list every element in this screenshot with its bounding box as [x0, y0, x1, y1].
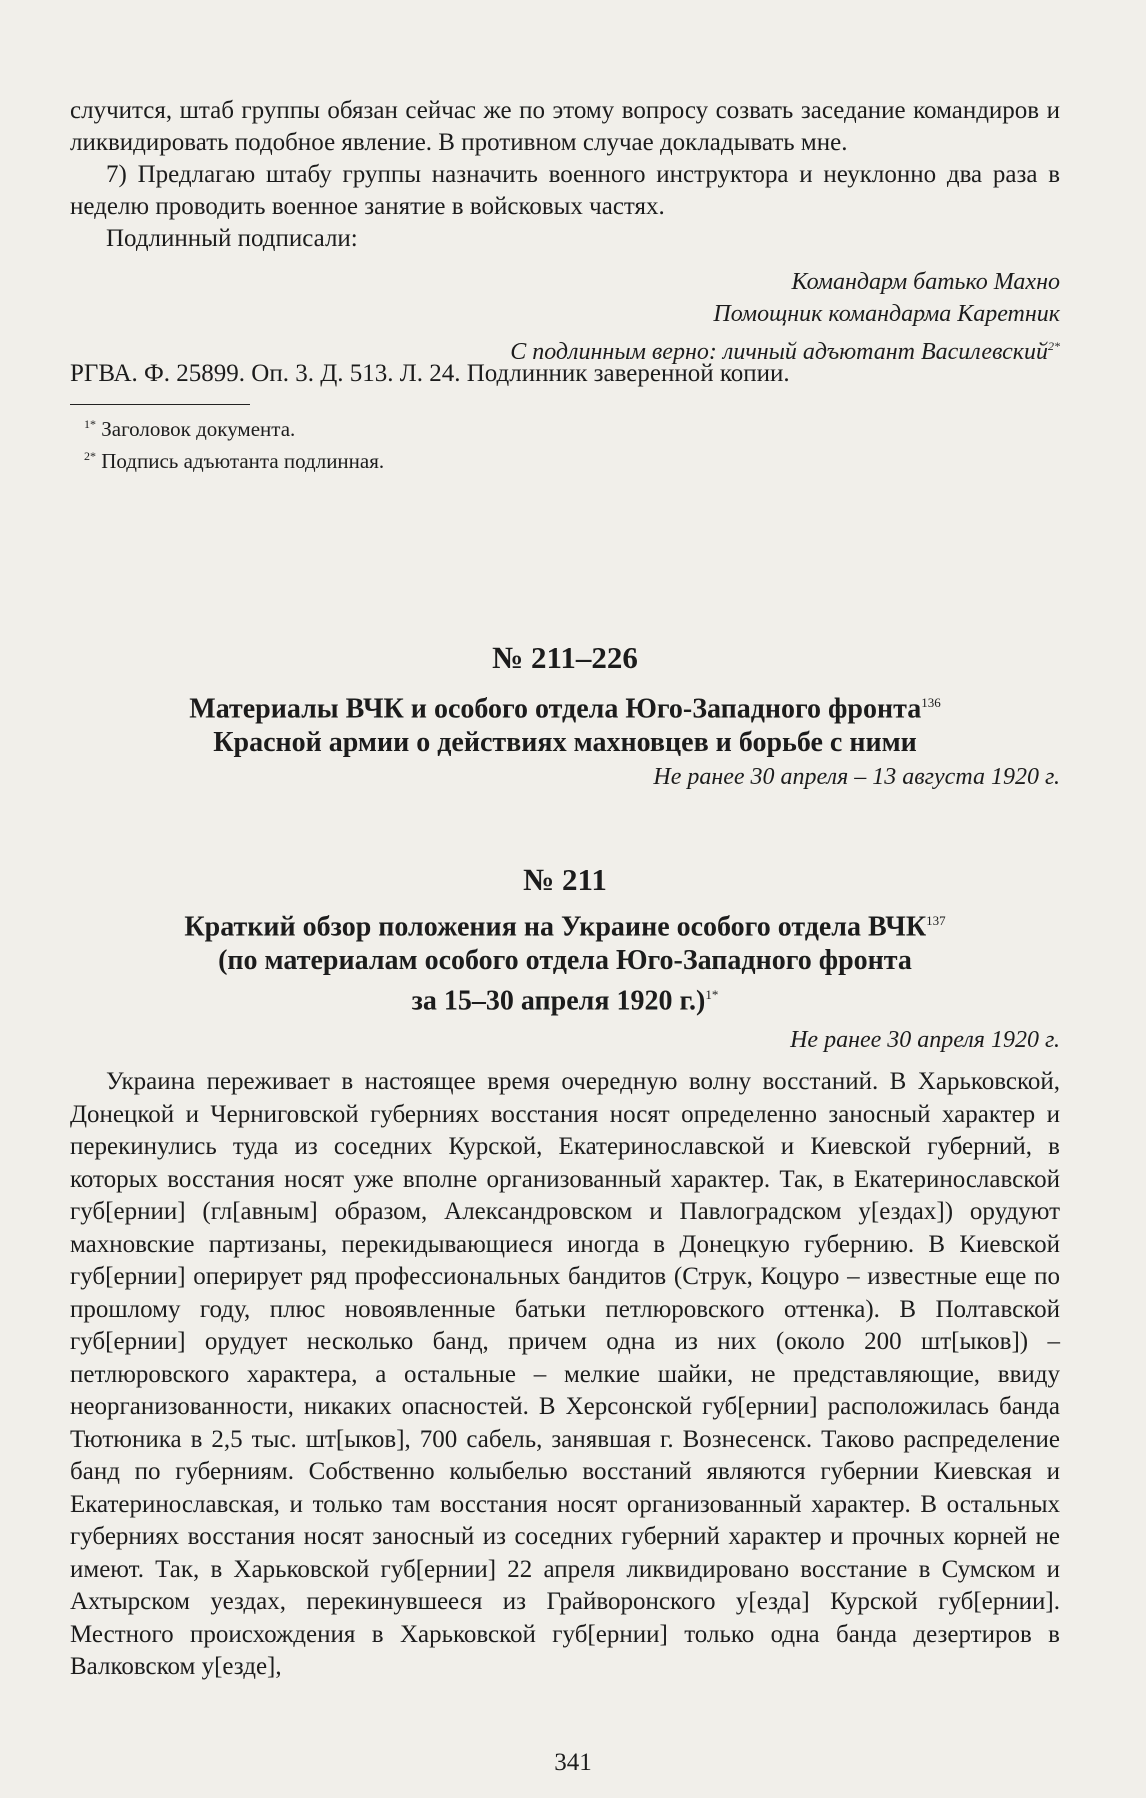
- footnote-ref-1: 1*: [705, 987, 719, 1003]
- page-number: 341: [554, 1749, 592, 1776]
- signature-vasilevsky-text: С подлинным верно: личный адъютант Василевский: [510, 339, 1048, 365]
- signature-karetnik: Помощник командарма Каретник: [713, 301, 1060, 327]
- footnotes: [70, 404, 1060, 475]
- document-number: № 211: [523, 862, 607, 897]
- document-date: Не ранее 30 апреля 1920 г.: [790, 1026, 1060, 1053]
- archive-source: [70, 358, 1060, 390]
- paragraph-continuation: случится, штаб группы обязан сейчас же по этому вопросу созвать заседание командиров и ликвидировать подобное явление. В противном случае докладывать мне.: [70, 97, 1060, 156]
- signature-makhno: Командарм батько Махно: [791, 269, 1060, 295]
- document-title-line-1-text: Краткий обзор положения на Украине особого отдела ВЧК: [184, 911, 927, 943]
- footnote-2-text: Подпись адъютанта подлинная.: [101, 449, 385, 473]
- footnote-1: [70, 411, 1060, 443]
- footnote-divider: [70, 404, 250, 405]
- document-header: [70, 862, 1060, 1054]
- document-title-line-3: [70, 978, 1060, 1018]
- footnote-1-mark: 1*: [84, 417, 96, 431]
- section-title-line-2: Красной армии о действиях махновцев и борьбе с ними: [213, 727, 917, 759]
- section-title-line-1-text: Материалы ВЧК и особого отдела Юго-Западного фронта: [189, 693, 922, 725]
- document-title-line-3-text: за 15–30 апреля 1920 г.): [411, 985, 706, 1017]
- document-body: [70, 1066, 1060, 1684]
- body-paragraph: Украина переживает в настоящее время очередную волну восстаний. В Харьковской, Донецкой и Черниговской губерниях восстания носят определенно заносный характер и перекинулись туда из соседних Курской, Екатеринославской и Киевской губерний, в которых восстания носят уже вполне организованный характер. Так, в Екатеринославской губ[ернии] (гл[авным] образом, Александровском и Павлоградском у[ездах]) орудуют махновские партизаны, перекидывающиеся иногда в Донецкую губернию. В Киевской губ[ернии] оперирует ряд профессиональных бандитов (Струк, Коцуро – известные еще по прошлому году, плюс новоявленные батьки петлюровского оттенка). В Полтавской губ[ернии] орудует несколько банд, причем одна из них (около 200 шт[ыков]) – петлюровского характера, а остальные – мелкие шайки, не представляющие, ввиду неорганизованности, никаких опасностей. В Херсонской губ[ернии] расположилась банда Тютюника в 2,5 тыс. шт[ыков], 700 сабель, занявшая г. Вознесенск. Таково распределение банд по губерниям. Собственно колыбелью восстаний являются губернии Киевская и Екатеринославская, и только там восстания носят организованный характер. В остальных губерниях восстания носят заносный из соседних губерний характер и прочных корней не имеют. Так, в Харьковской губ[ернии] 22 апреля ликвидировано восстание в Сумском и Ахтырском уездах, перекинувшееся из Грайворонского у[езда] Курской губ[ернии]. Местного происхождения в Харьковской губ[ернии] только одна банда дезертиров в Валковском у[езде],: [70, 1068, 1060, 1680]
- section-date: Не ранее 30 апреля – 13 августа 1920 г.: [653, 764, 1060, 791]
- document-title-line-2: (по материалам особого отдела Юго-Западного фронта: [218, 945, 912, 977]
- section-title-line-1: [70, 686, 1060, 726]
- section-header: [70, 640, 1060, 791]
- archive-reference: РГВА. Ф. 25899. Оп. 3. Д. 513. Л. 24. Подлинник заверенной копии.: [70, 360, 790, 387]
- endnote-ref-136: 136: [921, 695, 941, 710]
- paragraph-item-7: 7) Предлагаю штабу группы назначить военного инструктора и неуклонно два раза в неделю проводить военное занятие в войсковых частях.: [70, 161, 1060, 220]
- footnote-2: [70, 443, 1060, 475]
- signature-block: [70, 266, 1060, 368]
- endnote-ref-137: 137: [926, 913, 946, 928]
- previous-document-ending: [70, 95, 1060, 255]
- signatures-intro: Подлинный подписали:: [106, 225, 358, 252]
- document-title-line-1: [70, 904, 1060, 944]
- section-number: № 211–226: [492, 640, 638, 675]
- footnote-1-text: Заголовок документа.: [101, 417, 296, 441]
- footnote-ref-2: 2*: [1048, 339, 1060, 353]
- footnote-2-mark: 2*: [84, 449, 96, 463]
